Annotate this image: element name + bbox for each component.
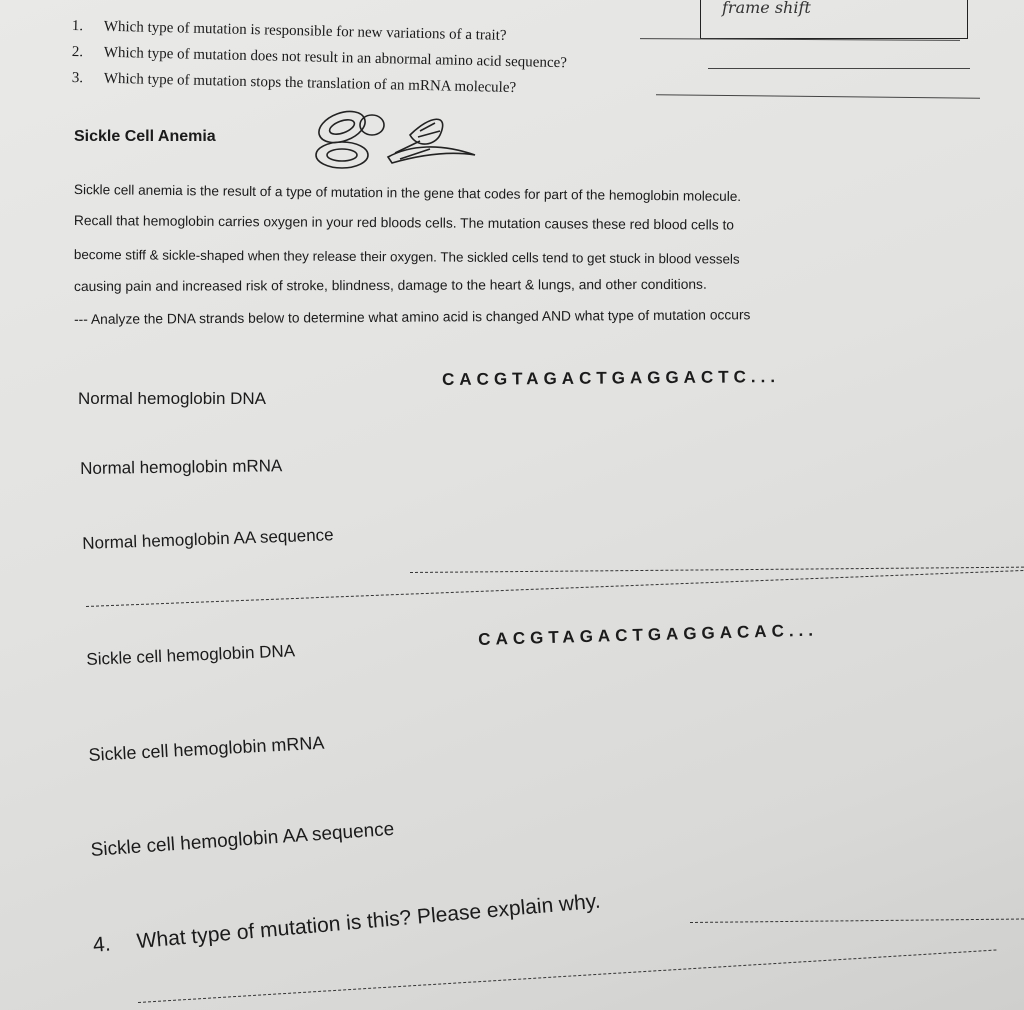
section-title: Sickle Cell Anemia	[74, 128, 216, 145]
answer-line-2	[708, 68, 970, 69]
normal-aa-answer-line	[410, 567, 1024, 573]
paragraph-line-1: Sickle cell anemia is the result of a type of mutation in the gene that codes for part of the hemoglobin molecule.	[73, 182, 742, 204]
question-1-number: 1.	[71, 18, 84, 35]
question-2-text: Which type of mutation does not result in an abnormal amino acid sequence?	[103, 44, 568, 72]
answer-line-3	[656, 94, 980, 98]
normal-mrna-label: Normal hemoglobin mRNA	[80, 456, 283, 478]
question-3	[72, 70, 517, 97]
question-2	[72, 44, 567, 72]
paragraph-line-3: become stiff & sickle-shaped when they release their oxygen. The sickled cells tend to get stuck in blood vessels	[73, 247, 740, 267]
sickle-dna-sequence: CACGTAGACTGAGGACAC...	[478, 620, 819, 649]
sickle-aa-label: Sickle cell hemoglobin AA sequence	[90, 818, 395, 861]
question-2-number: 2.	[71, 44, 84, 61]
question-4-answer-line	[690, 919, 1024, 923]
normal-dna-sequence: CACGTAGACTGAGGACTC...	[442, 367, 781, 389]
normal-aa-answer-line-2	[86, 570, 1023, 607]
paragraph-line-2: Recall that hemoglobin carries oxygen in your red bloods cells. The mutation causes these red blood cells to	[73, 213, 735, 233]
handwritten-answer: frame shift	[722, 0, 811, 17]
paragraph-line-5: --- Analyze the DNA strands below to determine what amino acid is changed AND what type of mutation occurs	[74, 307, 751, 327]
question-4-answer-line-2	[138, 949, 996, 1002]
question-3-text: Which type of mutation stops the translation of an mRNA molecule?	[103, 70, 517, 97]
question-4-number: 4.	[92, 932, 112, 957]
question-3-number: 3.	[71, 70, 84, 87]
question-4-text: What type of mutation is this? Please explain why.	[135, 889, 602, 954]
sickle-mrna-label: Sickle cell hemoglobin mRNA	[88, 732, 325, 765]
question-4	[92, 890, 601, 958]
normal-dna-label: Normal hemoglobin DNA	[78, 389, 267, 408]
sickle-dna-label: Sickle cell hemoglobin DNA	[86, 641, 296, 669]
normal-aa-label: Normal hemoglobin AA sequence	[82, 525, 334, 553]
question-1	[72, 18, 507, 45]
blood-cells-illustration	[300, 105, 500, 185]
paragraph-line-4: causing pain and increased risk of stroke, blindness, damage to the heart & lungs, and other conditions.	[74, 276, 707, 294]
question-1-text: Which type of mutation is responsible for new variations of a trait?	[103, 18, 507, 44]
